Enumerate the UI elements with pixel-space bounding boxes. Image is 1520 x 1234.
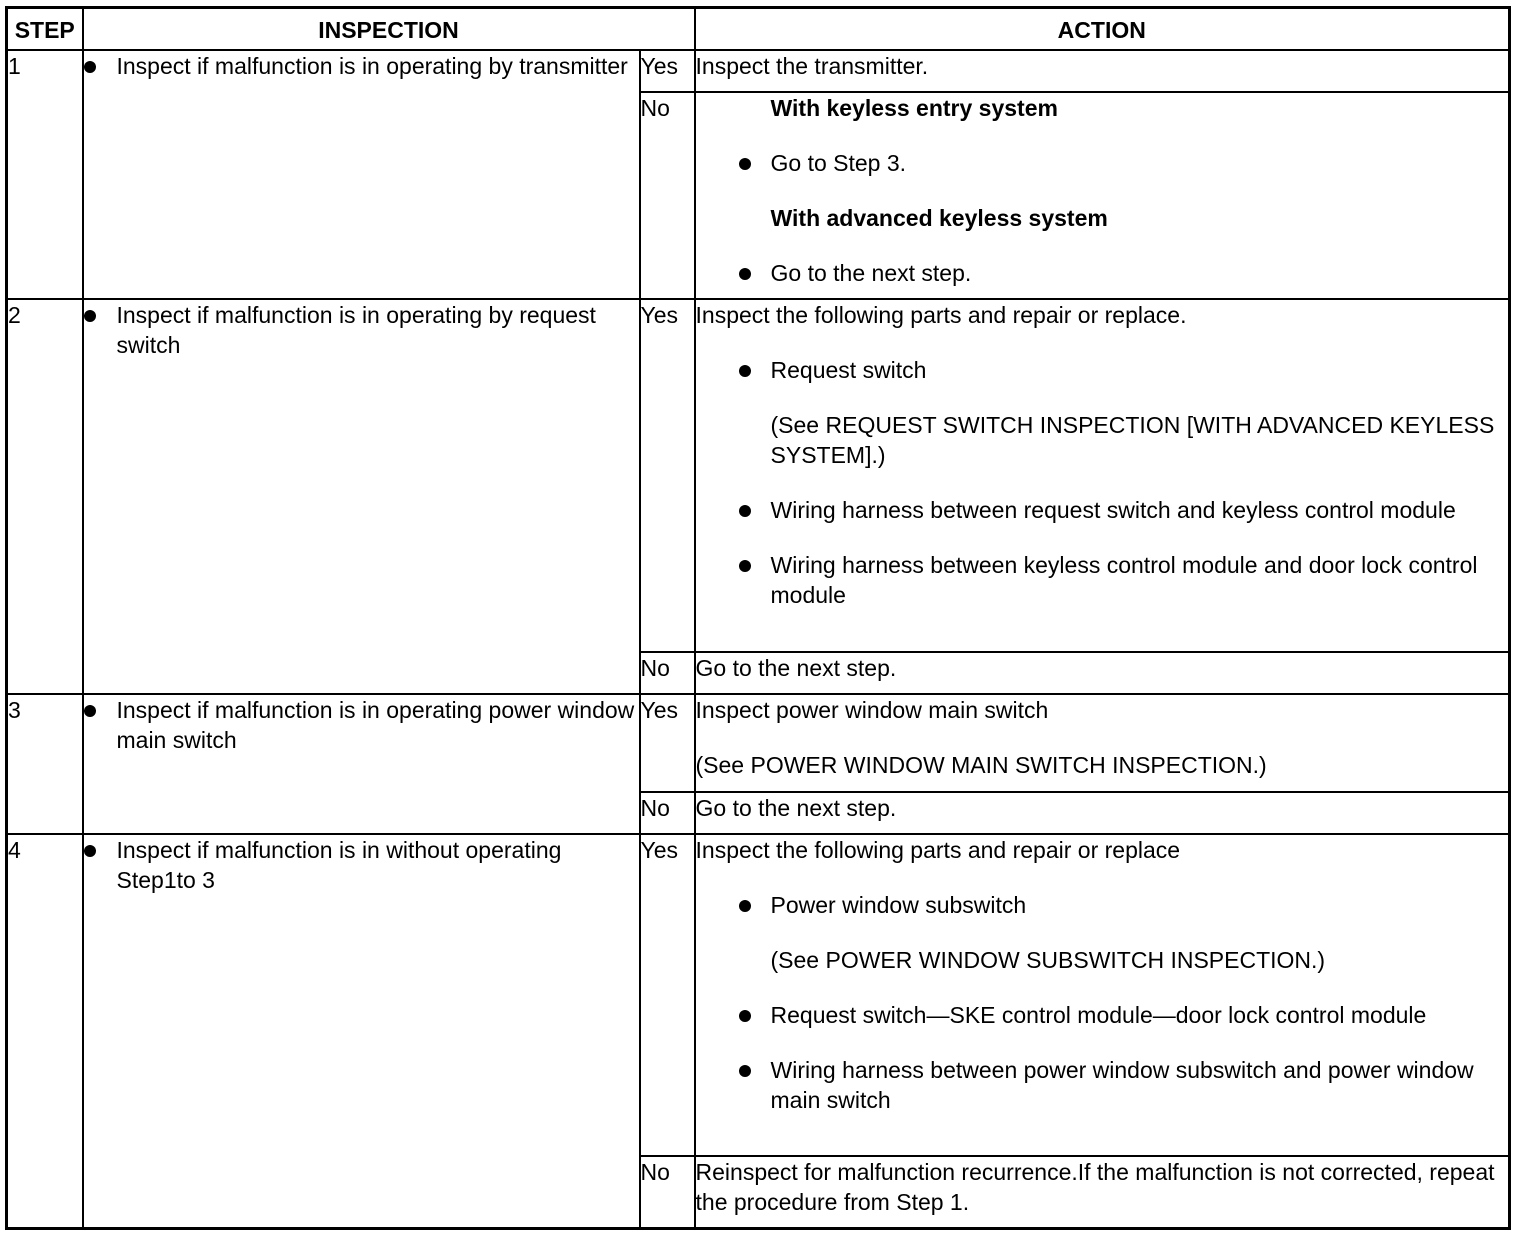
reference-note: (See POWER WINDOW MAIN SWITCH INSPECTION.)	[695, 751, 1267, 778]
yes-label: Yes	[640, 834, 695, 1156]
action-bullet: Go to Step 3.	[696, 148, 1509, 178]
inspection-cell	[83, 694, 640, 834]
table-row	[7, 50, 1510, 92]
inspection-cell	[83, 50, 640, 299]
action-bullet: Request switch	[696, 355, 1509, 385]
step-number: 1	[7, 50, 83, 299]
table-row	[7, 299, 1510, 651]
yes-label: Yes	[640, 299, 695, 651]
action-bullet: Wiring harness between keyless control module and door lock control module	[696, 550, 1509, 610]
action-text: Go to the next step.	[695, 794, 897, 821]
action-bullet: Go to the next step.	[696, 258, 1509, 288]
inspection-text: Inspect if malfunction is in operating by request switch	[84, 300, 639, 360]
table-row	[7, 694, 1510, 792]
no-label: No	[640, 1156, 695, 1228]
action-text: Go to the next step.	[695, 654, 897, 681]
action-bullet: Wiring harness between power window subswitch and power window main switch	[696, 1055, 1509, 1115]
action-no	[695, 1156, 1510, 1228]
inspection-text: Inspect if malfunction is in operating by transmitter	[84, 51, 639, 81]
action-yes	[695, 694, 1510, 792]
diagnostic-procedure-table	[5, 6, 1511, 1230]
header-inspection: INSPECTION	[83, 8, 695, 51]
action-bullet: Request switch—SKE control module—door lock control module	[696, 1000, 1509, 1030]
action-bullet: Power window subswitch	[696, 890, 1509, 920]
reference-note: (See POWER WINDOW SUBSWITCH INSPECTION.)	[770, 946, 1326, 973]
inspection-text: Inspect if malfunction is in without operating Step1to 3	[84, 835, 639, 895]
action-bullet: Wiring harness between request switch and keyless control module	[696, 495, 1509, 525]
inspection-cell	[83, 299, 640, 693]
no-label: No	[640, 652, 695, 694]
step-number: 2	[7, 299, 83, 693]
header-action: ACTION	[695, 8, 1510, 51]
yes-label: Yes	[640, 694, 695, 792]
step-number: 3	[7, 694, 83, 834]
action-text: Inspect power window main switch	[695, 696, 1049, 723]
no-label: No	[640, 92, 695, 299]
action-no	[695, 92, 1510, 299]
condition-heading: With keyless entry system	[770, 95, 1058, 122]
header-step: STEP	[7, 8, 83, 51]
action-text: Reinspect for malfunction recurrence.If the malfunction is not corrected, repeat the procedure from Step 1.	[695, 1159, 1495, 1216]
inspection-text: Inspect if malfunction is in operating power window main switch	[84, 695, 639, 755]
action-text: Inspect the following parts and repair or replace	[695, 836, 1181, 863]
step-number: 4	[7, 834, 83, 1229]
table-row	[7, 834, 1510, 1156]
action-no	[695, 652, 1510, 694]
condition-heading: With advanced keyless system	[770, 205, 1108, 232]
yes-label: Yes	[640, 50, 695, 92]
action-yes	[695, 834, 1510, 1156]
inspection-cell	[83, 834, 640, 1229]
action-text: Inspect the following parts and repair or replace.	[695, 302, 1187, 329]
reference-note: (See REQUEST SWITCH INSPECTION [WITH ADVANCED KEYLESS SYSTEM].)	[770, 412, 1495, 469]
action-text: Inspect the transmitter.	[695, 53, 929, 80]
header-row	[7, 8, 1510, 51]
action-yes	[695, 299, 1510, 651]
action-yes	[695, 50, 1510, 92]
no-label: No	[640, 792, 695, 834]
action-no	[695, 792, 1510, 834]
